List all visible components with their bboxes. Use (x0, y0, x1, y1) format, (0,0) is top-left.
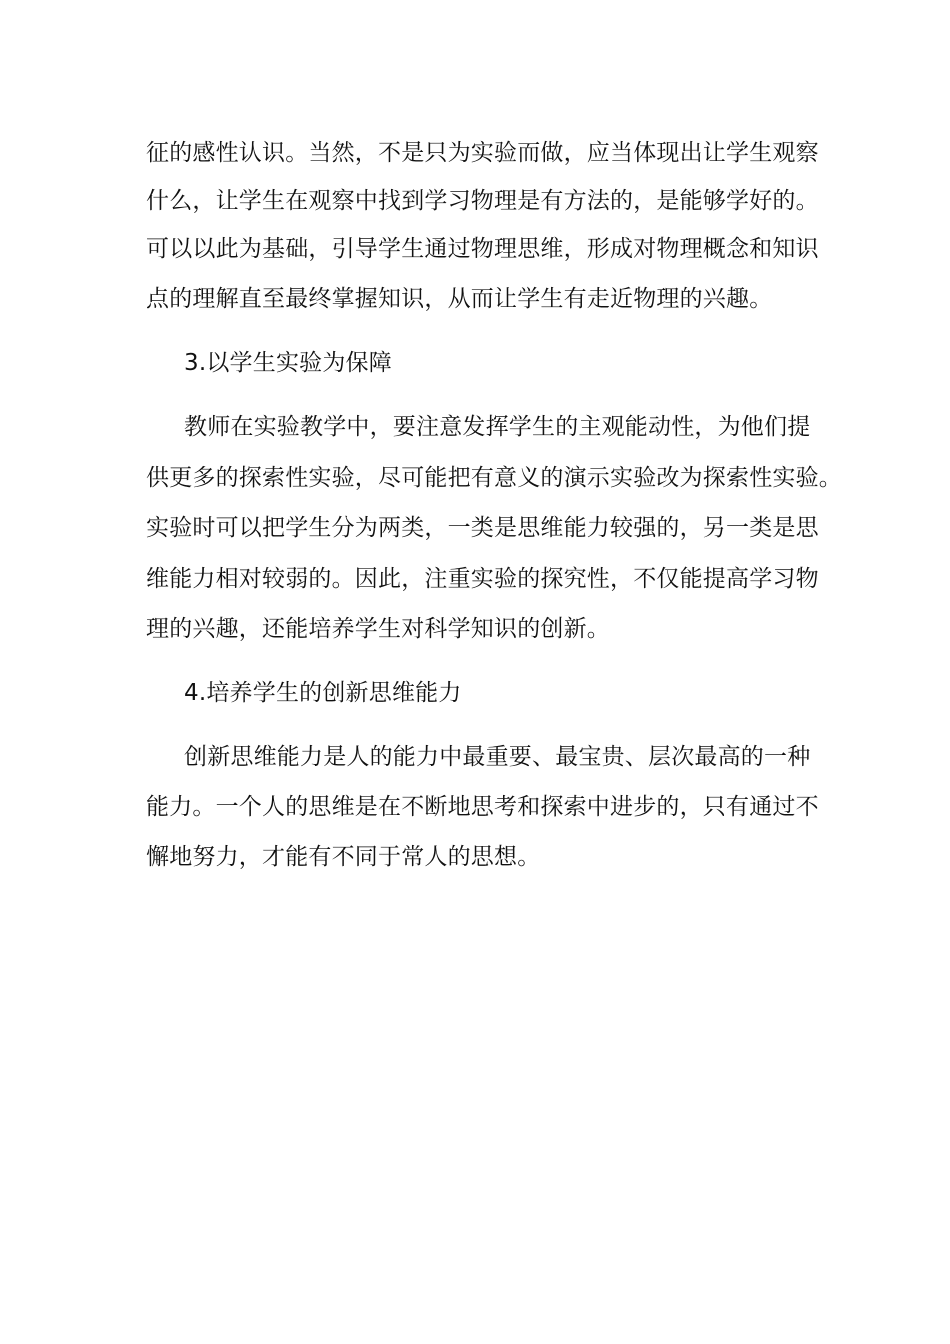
text-line: 供更多的探索性实验，尽可能把有意义的演示实验改为探索性实验。 (146, 465, 842, 491)
text-line: 点的理解直至最终掌握知识，从而让学生有走近物理的兴趣。 (146, 286, 773, 312)
text-line: 教师在实验教学中，要注意发挥学生的主观能动性，为他们提 (184, 414, 811, 440)
section-heading-4: 4.培养学生的创新思维能力 (184, 680, 462, 706)
text-line: 实验时可以把学生分为两类，一类是思维能力较强的，另一类是思 (146, 515, 819, 541)
text-line: 理的兴趣，还能培养学生对科学知识的创新。 (146, 616, 610, 642)
text-line: 懈地努力，才能有不同于常人的思想。 (146, 844, 541, 870)
text-line: 什么，让学生在观察中找到学习物理是有方法的，是能够学好的。 (146, 188, 819, 214)
text-line: 创新思维能力是人的能力中最重要、最宝贵、层次最高的一种 (184, 744, 811, 770)
text-line: 能力。一个人的思维是在不断地思考和探索中进步的，只有通过不 (146, 794, 819, 820)
section-heading-3: 3.以学生实验为保障 (184, 350, 392, 376)
text-line: 征的感性认识。当然，不是只为实验而做，应当体现出让学生观察 (146, 140, 819, 166)
text-line: 可以以此为基础，引导学生通过物理思维，形成对物理概念和知识 (146, 236, 819, 262)
text-line: 维能力相对较弱的。因此，注重实验的探究性，不仅能提高学习物 (146, 566, 819, 592)
